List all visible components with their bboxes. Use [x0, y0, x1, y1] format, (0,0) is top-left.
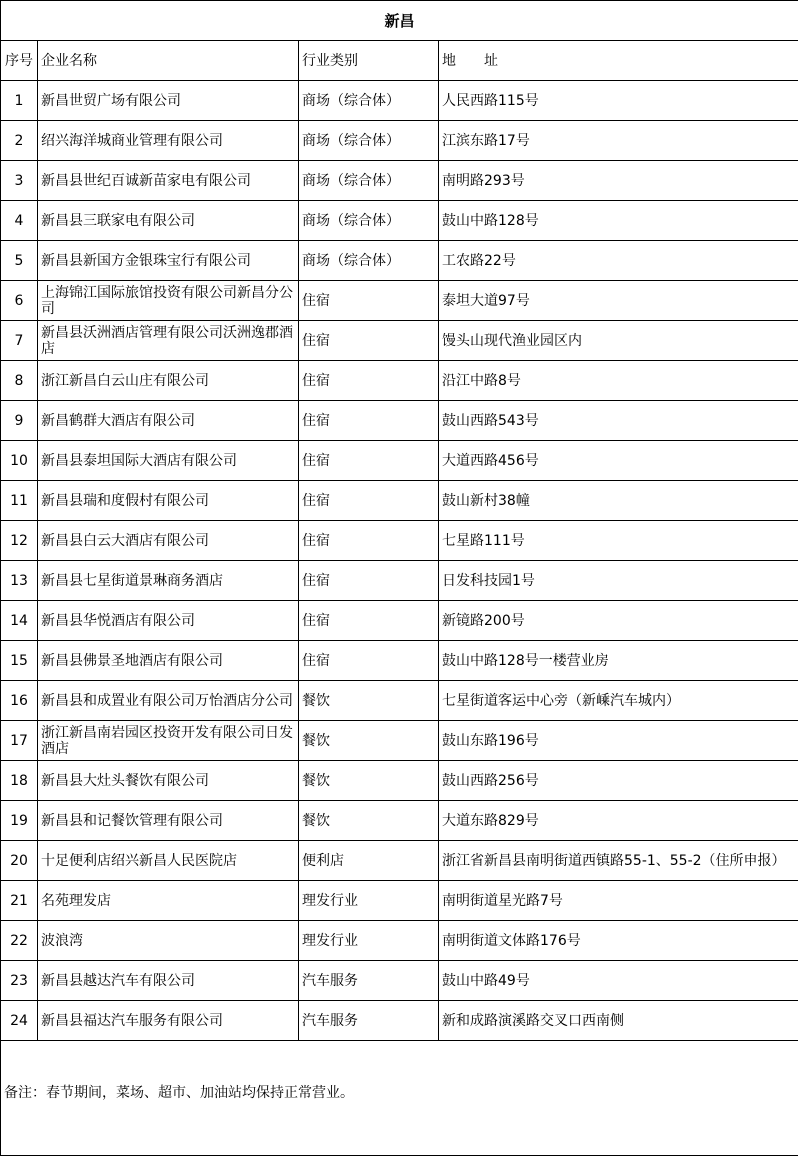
row-company-name: 新昌县大灶头餐饮有限公司 — [38, 761, 299, 801]
row-index: 20 — [1, 841, 38, 881]
table-row — [1, 801, 798, 841]
table-row — [1, 441, 798, 481]
row-index: 16 — [1, 681, 38, 721]
note-text: 备注：春节期间，菜场、超市、加油站均保持正常营业。 — [1, 1051, 798, 1156]
row-company-name: 新昌县新国方金银珠宝行有限公司 — [38, 241, 299, 281]
row-company-name: 新昌县沃洲酒店管理有限公司沃洲逸郡酒店 — [38, 321, 299, 361]
row-company-name: 浙江新昌白云山庄有限公司 — [38, 361, 299, 401]
row-category: 餐饮 — [299, 801, 439, 841]
row-company-name: 新昌鹤群大酒店有限公司 — [38, 401, 299, 441]
row-index: 15 — [1, 641, 38, 681]
header-category: 行业类别 — [299, 41, 439, 81]
table-title: 新昌 — [1, 1, 798, 41]
table-row — [1, 401, 798, 441]
row-address: 江滨东路17号 — [439, 121, 798, 161]
table-row — [1, 601, 798, 641]
row-index: 5 — [1, 241, 38, 281]
row-company-name: 新昌县和记餐饮管理有限公司 — [38, 801, 299, 841]
header-address: 地 址 — [439, 41, 798, 81]
row-address: 工农路22号 — [439, 241, 798, 281]
row-category: 商场（综合体） — [299, 161, 439, 201]
row-company-name: 上海锦江国际旅馆投资有限公司新昌分公司 — [38, 281, 299, 321]
spacer-cell — [1, 1041, 798, 1052]
row-category: 汽车服务 — [299, 961, 439, 1001]
row-company-name: 新昌县华悦酒店有限公司 — [38, 601, 299, 641]
row-category: 餐饮 — [299, 721, 439, 761]
row-address: 鼓山西路256号 — [439, 761, 798, 801]
row-company-name: 新昌县白云大酒店有限公司 — [38, 521, 299, 561]
table-row — [1, 961, 798, 1001]
row-category: 住宿 — [299, 441, 439, 481]
row-index: 10 — [1, 441, 38, 481]
row-category: 住宿 — [299, 401, 439, 441]
row-index: 19 — [1, 801, 38, 841]
row-category: 餐饮 — [299, 681, 439, 721]
table-row — [1, 121, 798, 161]
table-row — [1, 641, 798, 681]
row-index: 12 — [1, 521, 38, 561]
row-index: 18 — [1, 761, 38, 801]
row-address: 鼓山西路543号 — [439, 401, 798, 441]
row-address: 大道东路829号 — [439, 801, 798, 841]
row-category: 住宿 — [299, 561, 439, 601]
row-index: 17 — [1, 721, 38, 761]
row-company-name: 新昌县和成置业有限公司万怡酒店分公司 — [38, 681, 299, 721]
row-index: 6 — [1, 281, 38, 321]
row-address: 鼓山中路128号一楼营业房 — [439, 641, 798, 681]
table-row — [1, 921, 798, 961]
row-category: 住宿 — [299, 361, 439, 401]
note-row — [1, 1051, 798, 1156]
row-category: 理发行业 — [299, 881, 439, 921]
row-company-name: 新昌县泰坦国际大酒店有限公司 — [38, 441, 299, 481]
row-category: 便利店 — [299, 841, 439, 881]
row-index: 2 — [1, 121, 38, 161]
row-address: 鼓山中路128号 — [439, 201, 798, 241]
table-row — [1, 321, 798, 361]
row-index: 4 — [1, 201, 38, 241]
row-company-name: 新昌县世纪百诚新苗家电有限公司 — [38, 161, 299, 201]
row-category: 住宿 — [299, 641, 439, 681]
table-row — [1, 521, 798, 561]
row-index: 8 — [1, 361, 38, 401]
row-category: 汽车服务 — [299, 1001, 439, 1041]
row-company-name: 新昌县瑞和度假村有限公司 — [38, 481, 299, 521]
table-row — [1, 761, 798, 801]
row-company-name: 新昌县佛景圣地酒店有限公司 — [38, 641, 299, 681]
row-category: 理发行业 — [299, 921, 439, 961]
row-address: 南明街道星光路7号 — [439, 881, 798, 921]
row-category: 住宿 — [299, 321, 439, 361]
row-category: 住宿 — [299, 521, 439, 561]
table-row — [1, 241, 798, 281]
row-index: 13 — [1, 561, 38, 601]
row-address: 南明路293号 — [439, 161, 798, 201]
row-index: 11 — [1, 481, 38, 521]
row-index: 9 — [1, 401, 38, 441]
table-row — [1, 81, 798, 121]
table-row — [1, 481, 798, 521]
row-company-name: 新昌世贸广场有限公司 — [38, 81, 299, 121]
row-category: 住宿 — [299, 481, 439, 521]
row-category: 住宿 — [299, 601, 439, 641]
table-row — [1, 1001, 798, 1041]
row-company-name: 名苑理发店 — [38, 881, 299, 921]
row-index: 14 — [1, 601, 38, 641]
row-address: 鼓山新村38幢 — [439, 481, 798, 521]
row-address: 馒头山现代渔业园区内 — [439, 321, 798, 361]
header-row — [1, 41, 798, 81]
row-company-name: 浙江新昌南岩园区投资开发有限公司日发酒店 — [38, 721, 299, 761]
table-row — [1, 201, 798, 241]
row-address: 七星路111号 — [439, 521, 798, 561]
header-index: 序号 — [1, 41, 38, 81]
row-address: 沿江中路8号 — [439, 361, 798, 401]
title-row — [1, 1, 798, 41]
row-index: 7 — [1, 321, 38, 361]
row-address: 南明街道文体路176号 — [439, 921, 798, 961]
row-company-name: 新昌县福达汽车服务有限公司 — [38, 1001, 299, 1041]
table-row — [1, 561, 798, 601]
row-address: 鼓山中路49号 — [439, 961, 798, 1001]
row-index: 21 — [1, 881, 38, 921]
header-name: 企业名称 — [38, 41, 299, 81]
row-index: 3 — [1, 161, 38, 201]
table-row — [1, 841, 798, 881]
row-category: 住宿 — [299, 281, 439, 321]
row-category: 商场（综合体） — [299, 201, 439, 241]
row-index: 24 — [1, 1001, 38, 1041]
table-row — [1, 281, 798, 321]
row-index: 23 — [1, 961, 38, 1001]
row-company-name: 新昌县七星街道景琳商务酒店 — [38, 561, 299, 601]
row-address: 七星街道客运中心旁（新嵊汽车城内） — [439, 681, 798, 721]
row-address: 人民西路115号 — [439, 81, 798, 121]
row-category: 商场（综合体） — [299, 241, 439, 281]
row-company-name: 新昌县越达汽车有限公司 — [38, 961, 299, 1001]
row-company-name: 波浪湾 — [38, 921, 299, 961]
row-company-name: 十足便利店绍兴新昌人民医院店 — [38, 841, 299, 881]
table-row — [1, 681, 798, 721]
spacer-row — [1, 1041, 798, 1052]
row-address: 泰坦大道97号 — [439, 281, 798, 321]
row-address: 日发科技园1号 — [439, 561, 798, 601]
row-index: 1 — [1, 81, 38, 121]
table-row — [1, 721, 798, 761]
row-address: 鼓山东路196号 — [439, 721, 798, 761]
row-address: 新和成路演溪路交叉口西南侧 — [439, 1001, 798, 1041]
table-row — [1, 881, 798, 921]
row-category: 商场（综合体） — [299, 81, 439, 121]
row-address: 浙江省新昌县南明街道西镇路55-1、55-2（住所申报） — [439, 841, 798, 881]
row-address: 新镜路200号 — [439, 601, 798, 641]
row-category: 商场（综合体） — [299, 121, 439, 161]
row-category: 餐饮 — [299, 761, 439, 801]
table-row — [1, 161, 798, 201]
row-company-name: 新昌县三联家电有限公司 — [38, 201, 299, 241]
row-company-name: 绍兴海洋城商业管理有限公司 — [38, 121, 299, 161]
row-index: 22 — [1, 921, 38, 961]
table-row — [1, 361, 798, 401]
row-address: 大道西路456号 — [439, 441, 798, 481]
